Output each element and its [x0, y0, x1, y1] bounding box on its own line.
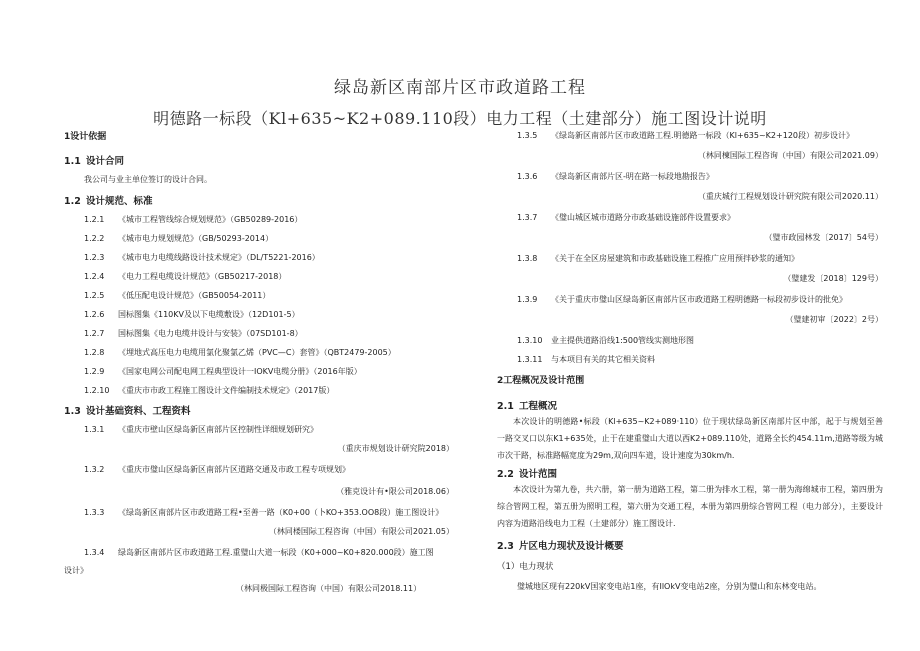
- power-status-text: 璧城地区现有220kV国家变电站1座，有IlOkV变电站2座，分别为璧山和东林变电站。: [517, 582, 822, 591]
- reference-item-org: （璧市政园林发〔2017〕54号）: [764, 233, 883, 242]
- reference-item: 1.3.6 《绿岛新区南部片区-明在路一标段地勘报告》: [517, 172, 714, 181]
- section-2-2-text: 本次设计为第九卷，共六册，第一册为道路工程，第二册为排水工程，第一册为海绵城市工程，第四册为综合管网工程，第五册为照明工程，第六册为交通工程，本册为第四册综合管网工程（电力部分），主要设计内容为道路沿线电力工程（土建部分）施工图设计.: [497, 485, 883, 528]
- section-1-3-heading: 1.3 设计基础资料、工程资料: [64, 406, 191, 417]
- standard-item: 1.2.9 《国家电网公司配电网工程典型设计一IOKV电缆分册》（2016年版）: [84, 367, 362, 376]
- reference-1-3-3-org: （林同楼国际工程咨询（中国）有限公司2021.05）: [268, 527, 454, 536]
- reference-item: 1.3.7 《璧山城区城市道路分市政基础设施部件设置要求》: [517, 213, 735, 222]
- reference-1-3-4: 1.3.4 绿岛新区南部片区市政道路工程.重璧山大道一标段（K0+000~K0+820.000段）施工图: [84, 548, 434, 557]
- section-2-1-heading: 2.1 工程概况: [497, 401, 558, 412]
- reference-1-3-11: 1.3.11 与本项目有关的其它相关资料: [517, 355, 655, 364]
- standard-item: 1.2.8 《埋地式高压电力电缆用氯化聚氯乙烯（PVC—C）套管》（QBT2479-2005）: [84, 348, 396, 357]
- section-2-1-text: 本次设计的明德路•标段（Kl+635~K2+089·110）位于现状绿岛新区南部片区中部，起于与规划至善一路交叉口以东K1+635处，止于在建重璧山大道以西K2+089.110处，道路全长约454.11m,道路等级为城市次干路，标准路幅宽度为29m,双向四车道，设计速度为30km/h.: [497, 417, 883, 460]
- subsection-power-status: （1）电力现状: [497, 562, 554, 572]
- section-2-3-heading: 2.3 片区电力现状及设计概要: [497, 541, 624, 552]
- standard-item: 1.2.2 《城市电力规划规范》（GB/50293-2014）: [84, 234, 274, 243]
- section-1-1-heading: 1.1 设计合同: [64, 156, 125, 167]
- standard-item: 1.2.4 《电力工程电缆设计规范》（GB50217-2018）: [84, 272, 287, 281]
- standard-item: 1.2.10 《重庆市市政工程施工图设计文件编制技术规定》（2017版）: [84, 386, 335, 395]
- document-title: 绿岛新区南部片区市政道路工程: [334, 78, 586, 98]
- standard-item: 1.2.3 《城市电力电缆线路设计技术规定》（DL/T5221-2016）: [84, 253, 320, 262]
- reference-1-3-1: 1.3.1 《重庆市壁山区绿岛新区南部片区控制性详细规划研究》: [84, 425, 318, 434]
- section-2-heading: 2工程概况及设计范围: [497, 376, 585, 386]
- reference-item: 1.3.8 《关于在全区房屋建筑和市政基础设施工程推广应用预拌砂浆的通知》: [517, 254, 799, 263]
- standard-item: 1.2.1 《城市工程管线综合规划规范》（GB50289-2016）: [84, 215, 303, 224]
- right-column: [497, 130, 883, 592]
- reference-1-3-2: 1.3.2 《重庆市璧山区绿岛新区南部片区道路交通及市政工程专项规划》: [84, 465, 350, 474]
- section-1-1-text: 我公司与业主单位签订的设计合同。: [84, 175, 212, 184]
- standard-item: 1.2.5 《低压配电设计规范》（GB50054-2011）: [84, 291, 271, 300]
- document-subtitle: 明德路一标段（Kl+635~K2+089.110段）电力工程（土建部分）施工图设计说明: [153, 109, 767, 128]
- standard-item: 1.2.6 国标图集《110KV及以下电缆敷设》（12D101-5）: [84, 310, 300, 319]
- section-1-2-heading: 1.2 设计规范、标准: [64, 196, 153, 207]
- reference-1-3-10: 1.3.10 业主提供道路沿线1:500管线实测地形图: [517, 336, 695, 345]
- reference-item-org: （林同楝国际工程咨询（中国）有限公司2021.09）: [697, 151, 883, 160]
- reference-1-3-2-org: （雅克设计有•限公司2018.06）: [336, 487, 454, 496]
- reference-item-org: （重庆城行工程规划设计研究院有限公司2020.11）: [697, 192, 883, 201]
- section-1-heading: 1设计依据: [64, 132, 107, 142]
- section-2-2-heading: 2.2 设计范围: [497, 469, 558, 480]
- reference-item-org: （璧建初审〔2022〕2号）: [785, 315, 883, 324]
- reference-1-3-1-org: （重庆市规划设计研究院2018）: [337, 444, 454, 453]
- reference-item: 1.3.9 《关于重庆市璧山区绿岛新区南部片区市政道路工程明德路一标段初步设计的批免》: [517, 295, 847, 304]
- standard-item: 1.2.7 国标图集《电力电缆井设计与安装》（07SD101-8）: [84, 329, 303, 338]
- reference-1-3-4-continued: 设计》: [64, 566, 88, 575]
- reference-item-org: （璧建发〔2018〕129号）: [783, 274, 883, 283]
- references-list: [497, 130, 883, 325]
- reference-item: 1.3.5 《绿岛新区南部片区市政道路工程.明德路一标段（Kl+635~K2+120段）初步设计》: [517, 131, 854, 140]
- left-column: [64, 128, 454, 594]
- standards-list: [64, 214, 454, 396]
- reference-1-3-3: 1.3.3 《绿岛新区南部片区市政道路工程•至善一路（K0+00（卜KO+353.OO8段）施工图设计》: [84, 508, 444, 517]
- reference-1-3-4-org: （林同极国际工程咨询（中国）有限公司2018.11）: [236, 584, 422, 593]
